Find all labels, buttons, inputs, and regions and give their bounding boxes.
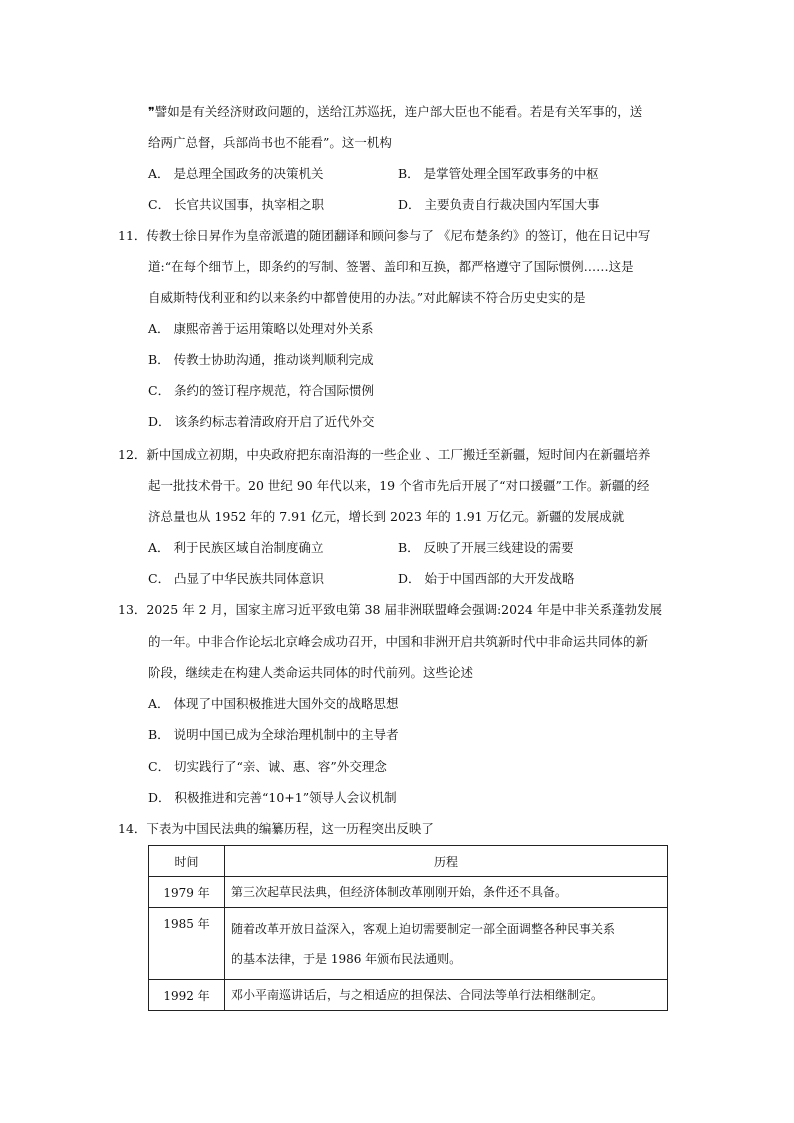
q13-stem-line2: 的一年。中非合作论坛北京峰会成功召开，中国和非洲开启共筑新时代中非命运共同体的新 xyxy=(148,634,649,649)
q13-option-a: A． 体现了中国积极推进大国外交的战略思想 xyxy=(148,696,399,711)
table-cell-process: 第三次起草民法典，但经济体制改革刚刚开始，条件还不具备。 xyxy=(225,877,668,908)
q13-stem-line3: 阶段，继续走在构建人类命运共同体的时代前列。这些论述 xyxy=(148,665,474,680)
q11-stem-line1: 11．传教士徐日昇作为皇帝派遣的随团翻译和顾问参与了 《尼布楚条约》的签订，他在日记中写 xyxy=(118,228,651,243)
table-cell-process xyxy=(225,908,668,980)
q11-option-a: A． 康熙帝善于运用策略以处理对外关系 xyxy=(148,321,374,336)
q13-option-d: D． 积极推进和完善“10+1”领导人会议机制 xyxy=(148,790,397,805)
table-row xyxy=(149,908,668,980)
table-header-process: 历程 xyxy=(225,846,668,877)
q12-option-c: C． 凸显了中华民族共同体意识 xyxy=(148,571,325,586)
q11-stem-line2: 道:“在每个细节上，即条约的写制、签署、盖印和互换，都严格遵守了国际惯例……这是 xyxy=(148,259,634,274)
q13-stem-line1: 13．2025 年 2 月，国家主席习近平致电第 38 届非洲联盟峰会强调:2024 年是中非关系蓬勃发展 xyxy=(118,602,662,617)
q11-option-c: C． 条约的签订程序规范，符合国际惯例 xyxy=(148,383,375,398)
q10-option-b: B． 是掌管处理全国军政事务的中枢 xyxy=(398,166,599,181)
table-cell-process: 邓小平南巡讲话后，与之相适应的担保法、合同法等单行法相继制定。 xyxy=(225,980,668,1011)
q10-option-d: D． 主要负责自行裁决国内军国大事 xyxy=(398,197,600,212)
q12-option-a: A． 利于民族区域自治制度确立 xyxy=(148,540,324,555)
q12-stem-line1: 12．新中国成立初期，中央政府把东南沿海的一些企业 、工厂搬迁至新疆，短时间内在新疆培养 xyxy=(118,447,651,462)
q11-stem-line3: 自威斯特伐利亚和约以来条约中都曾使用的办法。”对此解读不符合历史史实的是 xyxy=(148,290,586,305)
q10-option-c: C． 长官共议国事，执宰相之职 xyxy=(148,197,325,212)
table-row xyxy=(149,980,668,1011)
q12-stem-line3: 济总量也从 1952 年的 7.91 亿元，增长到 2023 年的 1.91 万亿元。新疆的发展成就 xyxy=(148,509,625,524)
q10-stem-line2: 给两广总督，兵部尚书也不能看”。这一机构 xyxy=(148,135,392,150)
table-cell-year: 1979 年 xyxy=(149,877,225,908)
q13-option-b: B． 说明中国已成为全球治理机制中的主导者 xyxy=(148,727,399,742)
table-cell-year: 1985 年 xyxy=(149,908,225,980)
q11-option-d: D． 该条约标志着清政府开启了近代外交 xyxy=(148,414,375,429)
civil-code-history-table xyxy=(148,845,668,1011)
q10-option-a: A． 是总理全国政务的决策机关 xyxy=(148,166,324,181)
table-cell-year: 1992 年 xyxy=(149,980,225,1011)
table-header-time: 时间 xyxy=(149,846,225,877)
table-cell-process-line1: 随着改革开放日益深入，客观上迫切需要制定一部全面调整各种民事关系 xyxy=(231,921,616,936)
table-cell-process-line2: 的基本法律，于是 1986 年颁布民法通则。 xyxy=(231,951,462,966)
table-row xyxy=(149,877,668,908)
q13-option-c: C． 切实践行了“亲、诚、惠、容”外交理念 xyxy=(148,759,387,774)
table-header-row xyxy=(149,846,668,877)
q11-option-b: B． 传教士协助沟通，推动谈判顺利完成 xyxy=(148,352,374,367)
q12-option-b: B． 反映了开展三线建设的需要 xyxy=(398,540,574,555)
q10-stem-line1: ❞譬如是有关经济财政问题的，送给江苏巡抚，连户部大臣也不能看。若是有关军事的，送 xyxy=(148,104,643,119)
q12-option-d: D． 始于中国西部的大开发战略 xyxy=(398,571,575,586)
q14-stem-line1: 14．下表为中国民法典的编纂历程，这一历程突出反映了 xyxy=(118,821,434,836)
q12-stem-line2: 起一批技术骨干。20 世纪 90 年代以来，19 个省市先后开展了“对口援疆”工作。新疆的经 xyxy=(148,478,650,493)
